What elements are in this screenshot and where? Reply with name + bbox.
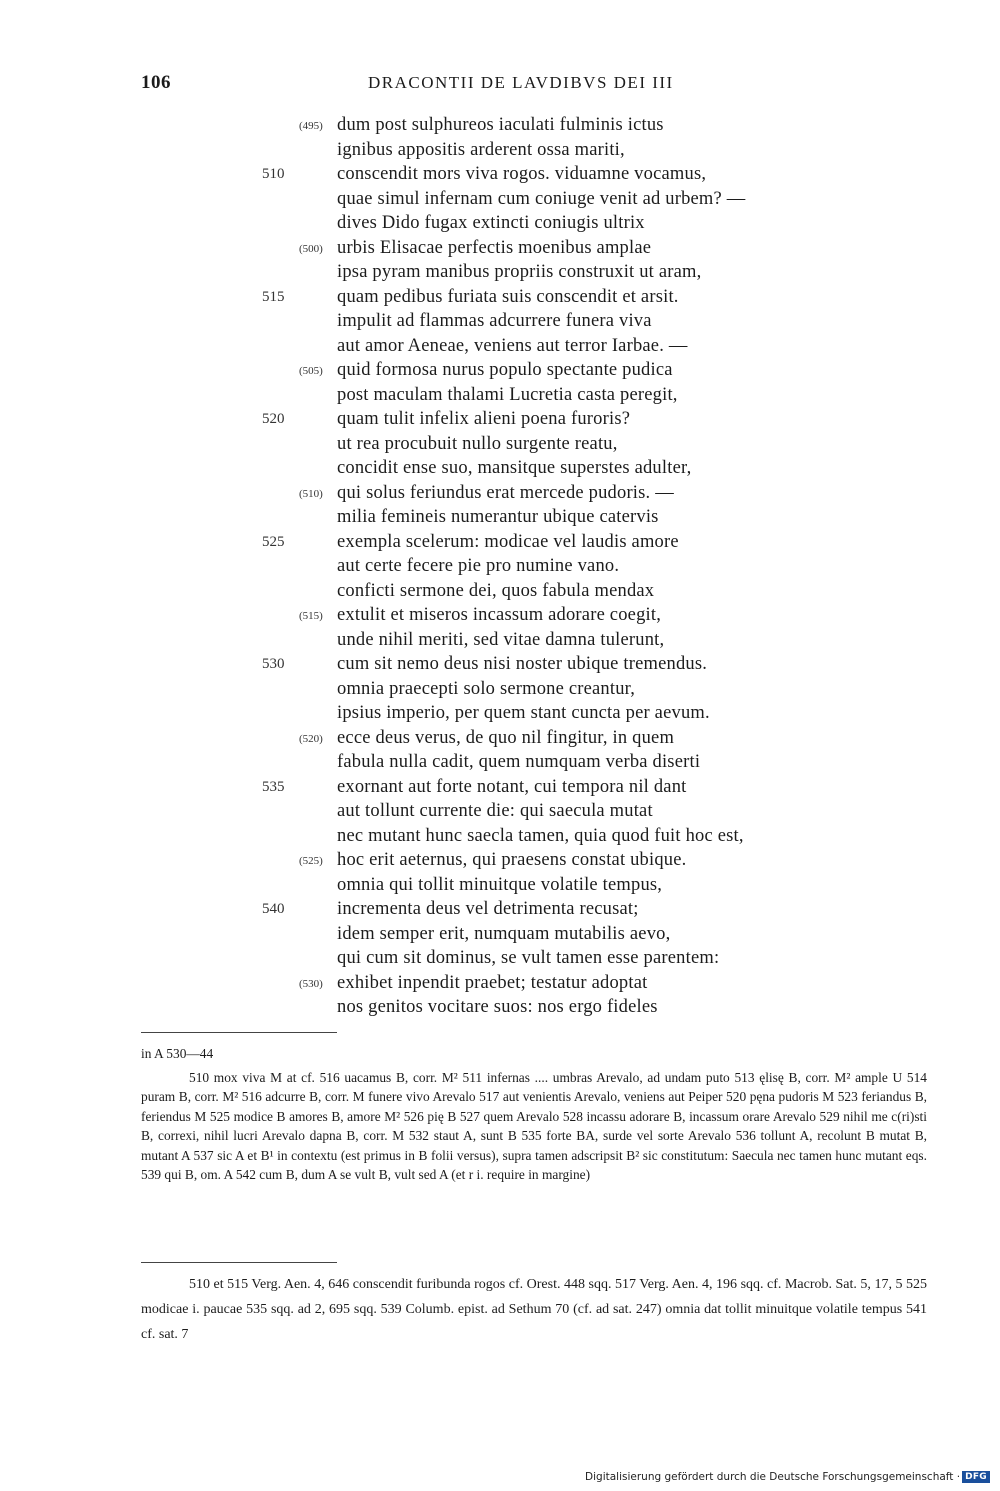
verse-line [0, 407, 1000, 432]
verse-text: fabula nulla cadit, quem numquam verba diserti [337, 752, 701, 772]
original-line-number: (500) [299, 242, 323, 255]
verse-text: concidit ense suo, mansitque superstes adulter, [337, 458, 692, 478]
verse-line [0, 897, 1000, 922]
verse-text: post maculam thalami Lucretia casta peregit, [337, 384, 678, 405]
apparatus-heading: in A 530—44 [141, 1046, 214, 1061]
verse-line [0, 554, 1000, 579]
line-number: 525 [262, 533, 285, 550]
verse-line [0, 358, 1000, 383]
verse-line [0, 824, 1000, 849]
verse-line [0, 456, 1000, 481]
verse-line [0, 383, 1000, 408]
verse-line [0, 971, 1000, 996]
verse-text: aut tollunt currente die: qui saecula mutat [337, 801, 653, 821]
digitization-footer [585, 1471, 990, 1483]
verse-text: aut certe fecere pie pro numine vano. [337, 556, 620, 576]
verse-text: aut amor Aeneae, veniens aut terror Iarbae. — [337, 335, 688, 356]
verse-line [0, 432, 1000, 457]
verse-line [0, 505, 1000, 530]
critical-apparatus: 510 mox viva M at cf. 516 uacamus B, corr. M² 511 infernas .... umbras Arevalo, ad undam puto 513 ęlisę B, corr. M² ample U 514 puram B, corr. M² 516 adcurre B, corr. M funere vivo Arevalo 517 aut venientis Arevalo, veniens aut Peiper 520 pęna pudoris M 523 feriandus B, feriendus M 525 modice B amores B, amore M² 526 pię B 527 quem Arevalo 528 incassu adorare B, incassum orare Arevalo 529 nihil me c(ri)sti B, correxi, nihil lucri Arevalo dapna B, corr. M 532 staut A, sunt B 535 forte BA, surde vel sorte Arevalo 536 tollunt A, recolunt B mutat B, mutant A 537 sic A et B¹ in contextu (est primus in B folii versus), supra tamen adscripsit B² sic constitutum: Saecula nec tamen hunc mutant eqs. 539 qui B, om. A 542 cum B, dum A se vult B, vult sed A (et r i. require in margine) [141, 1070, 927, 1183]
verse-text: hoc erit aeternus, qui praesens constat ubique. [337, 850, 687, 870]
verse-line [0, 187, 1000, 212]
verse-text: omnia praecepti solo sermone creantur, [337, 678, 636, 699]
verse-line [0, 138, 1000, 163]
verse-text: cum sit nemo deus nisi noster ubique tremendus. [337, 654, 708, 674]
verse-text: dives Dido fugax extincti coniugis ultrix [337, 213, 645, 233]
verse-line [0, 162, 1000, 187]
verse-text: exornant aut forte notant, cui tempora nil dant [337, 776, 687, 797]
verse-line [0, 628, 1000, 653]
verse-line [0, 995, 1000, 1020]
original-line-number: (515) [299, 610, 323, 622]
verse-line [0, 775, 1000, 800]
verse-line [0, 579, 1000, 604]
original-line-number: (525) [299, 855, 323, 867]
verse-text: ipsius imperio, per quem stant cuncta per aevum. [337, 703, 710, 723]
verse-text: nec mutant hunc saecla tamen, quia quod fuit hoc est, [337, 825, 744, 846]
verse-line [0, 530, 1000, 555]
line-number: 510 [262, 166, 285, 182]
verse-text: impulit ad flammas adcurrere funera viva [337, 311, 652, 331]
verse-text: ut rea procubuit nullo surgente reatu, [337, 433, 618, 454]
verse-text: qui solus feriundus erat mercede pudoris. — [337, 482, 674, 503]
verse-text: ecce deus verus, de quo nil fingitur, in quem [337, 727, 675, 748]
verse-text: incrementa deus vel detrimenta recusat; [337, 899, 639, 919]
verse-line [0, 848, 1000, 873]
verse-text: quid formosa nurus populo spectante pudica [337, 360, 673, 380]
verse-line [0, 603, 1000, 628]
verse-line [0, 260, 1000, 285]
line-number: 520 [262, 411, 285, 427]
verse-line [0, 726, 1000, 751]
sources-apparatus: 510 et 515 Verg. Aen. 4, 646 conscendit furibunda rogos cf. Orest. 448 sqq. 517 Verg. Aen. 4, 196 sqq. cf. Macrob. Sat. 5, 17, 5 525 modicae i. paucae 535 sqq. ad 2, 695 sqq. 539 Columb. epist. ad Sethum 70 (cf. ad sat. 247) omnia dat tollit minuitque volatile tempus 541 cf. sat. 7 [141, 1277, 927, 1342]
verse-line [0, 946, 1000, 971]
line-number: 540 [262, 901, 285, 917]
verse-text: qui cum sit dominus, se vult tamen esse parentem: [337, 948, 720, 968]
verse-line [0, 211, 1000, 236]
verse-line [0, 677, 1000, 702]
verse-line [0, 309, 1000, 334]
original-line-number: (495) [299, 120, 323, 132]
verse-line [0, 652, 1000, 677]
verse-text: exhibet inpendit praebet; testatur adoptat [337, 972, 648, 993]
apparatus-rule [141, 1032, 337, 1033]
verse-text: unde nihil meriti, sed vitae damna tulerunt, [337, 629, 665, 650]
footer-credit: Digitalisierung gefördert durch die Deutsche Forschungsgemeinschaft · [585, 1471, 961, 1483]
verse-line [0, 922, 1000, 947]
verse-text: nos genitos vocitare suos: nos ergo fideles [337, 997, 658, 1017]
running-head: DRACONTII DE LAVDIBVS DEI III [368, 73, 674, 92]
original-line-number: (505) [299, 365, 323, 377]
verse-text: exempla scelerum: modicae vel laudis amore [337, 531, 679, 552]
sources-rule [141, 1262, 337, 1263]
verse-line [0, 701, 1000, 726]
verse-text: idem semper erit, numquam mutabilis aevo, [337, 923, 671, 944]
verse-text: quam tulit infelix alieni poena furoris? [337, 409, 631, 429]
verse-text: conficti sermone dei, quos fabula mendax [337, 580, 655, 601]
line-number: 535 [262, 778, 285, 795]
original-line-number: (520) [299, 732, 323, 745]
verse-line [0, 481, 1000, 506]
verse-line [0, 750, 1000, 775]
verse-text: urbis Elisacae perfectis moenibus amplae [337, 237, 652, 258]
verse-line [0, 799, 1000, 824]
verse-text: extulit et miseros incassum adorare coegit, [337, 605, 662, 625]
verse-text: conscendit mors viva rogos. viduamne vocamus, [337, 164, 707, 184]
verse-line [0, 113, 1000, 138]
verse-text: quam pedibus furiata suis conscendit et arsit. [337, 286, 679, 307]
original-line-number: (510) [299, 487, 323, 500]
verse-text: omnia qui tollit minuitque volatile tempus, [337, 874, 663, 895]
dfg-logo-icon: DFG [962, 1471, 990, 1483]
line-number: 515 [262, 288, 285, 305]
page-number: 106 [141, 72, 171, 93]
original-line-number: (530) [299, 977, 323, 990]
verse-block [0, 113, 1000, 1020]
line-number: 530 [262, 656, 285, 672]
verse-text: ipsa pyram manibus propriis construxit ut aram, [337, 262, 702, 282]
verse-line [0, 334, 1000, 359]
verse-line [0, 873, 1000, 898]
verse-line [0, 285, 1000, 310]
verse-text: ignibus appositis arderent ossa mariti, [337, 139, 625, 160]
verse-text: dum post sulphureos iaculati fulminis ictus [337, 115, 664, 135]
verse-line [0, 236, 1000, 261]
verse-text: quae simul infernam cum coniuge venit ad urbem? — [337, 188, 746, 209]
verse-text: milia femineis numerantur ubique catervis [337, 507, 659, 527]
